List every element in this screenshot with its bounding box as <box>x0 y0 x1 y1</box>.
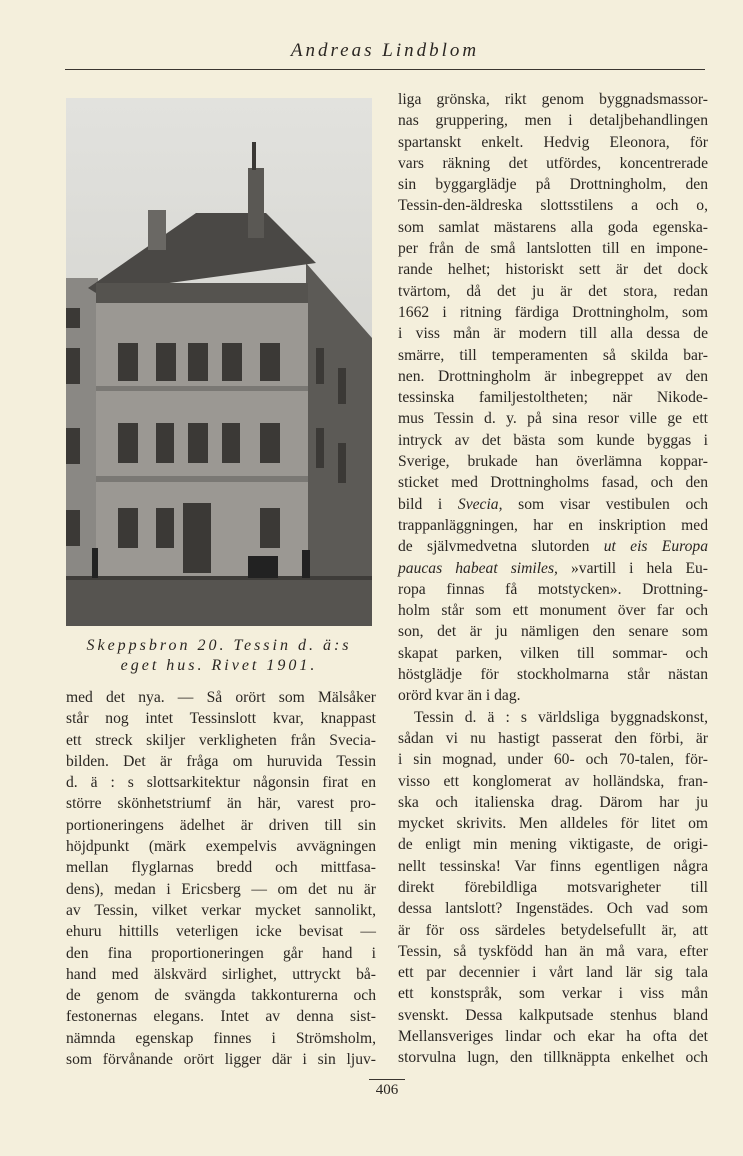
text-line <box>66 772 376 793</box>
text-segment: höstglädje för stockholmarna står nästan <box>398 666 708 684</box>
text-segment: bild i <box>398 495 458 513</box>
text-segment: som förvånande orört ligger där i sin ljuv- <box>66 1051 376 1069</box>
text-line <box>398 898 708 919</box>
text-segment: nämnda egenskap finnes i Strömsholm, <box>66 1029 376 1047</box>
text-segment: mus Tessin d. y. på sina resor ville ge ett <box>398 410 708 428</box>
text-segment: »vartill i hela Eu- <box>557 559 708 577</box>
text-segment: per från de små lantslotten till en impone- <box>398 240 708 258</box>
text-segment: sådan vi nu hastigt passerat den förbi, är <box>398 729 708 747</box>
text-line <box>398 941 708 962</box>
text-segment: svenskt. Dessa kalkputsade stenhus bland <box>398 1006 708 1024</box>
text-line <box>398 110 708 131</box>
text-segment: portioneringens ädelhet är driven till sin <box>66 816 376 834</box>
text-line <box>398 579 708 600</box>
text-line <box>398 856 708 877</box>
text-line <box>66 921 376 942</box>
text-segment: den fina proportioneringen går hand i <box>66 944 376 962</box>
italic-text: Svecia, <box>457 495 503 513</box>
text-line <box>398 494 708 515</box>
caption-line: eget hus. Rivet 1901. <box>120 657 318 674</box>
text-line <box>66 730 376 751</box>
text-line <box>66 1049 376 1070</box>
text-segment: nas gruppering, men i detaljbehandlingen <box>398 112 708 130</box>
text-line <box>398 834 708 855</box>
text-line <box>398 174 708 195</box>
text-line <box>398 749 708 770</box>
text-segment: står nog intet Tessinslott kvar, knappast <box>66 710 376 728</box>
text-line <box>398 558 708 579</box>
text-segment: trappanläggningen, har en inskription med <box>398 516 708 534</box>
text-line <box>398 408 708 429</box>
text-line <box>398 323 708 344</box>
text-segment: i sin mognad, under 60- och 70-talen, för- <box>398 751 708 769</box>
text-segment: orörd kvar än i dag. <box>398 687 521 705</box>
text-segment: Mellansveriges lindar och ekar ha ofta det <box>398 1028 708 1046</box>
text-segment: är för oss särdeles betydelsefullt är, att <box>398 921 708 939</box>
text-line <box>66 815 376 836</box>
text-segment: större skönhetstriumf än här, varest pro- <box>66 795 376 813</box>
text-line <box>66 900 376 921</box>
text-segment: Tessin, så tyskfödd han än må vara, efter <box>398 942 708 960</box>
right-text-column <box>398 89 708 1069</box>
text-segment: intryck av det bästa som kunde byggas i <box>398 431 708 449</box>
text-segment: i viss mån är modern till alla dessa de <box>398 325 708 343</box>
text-line <box>398 302 708 323</box>
text-line <box>398 1026 708 1047</box>
text-line <box>398 281 708 302</box>
text-line <box>398 238 708 259</box>
text-segment: höjdpunkt (märk exempelvis avvägningen <box>66 838 376 856</box>
text-segment: Tessin-den-äldreska slottsstilens a och o, <box>398 197 708 215</box>
text-segment: nellt tessinska! Var finns egentligen några <box>398 857 708 875</box>
text-line <box>398 792 708 813</box>
text-line <box>66 836 376 857</box>
text-segment: nen. Drottningholm är inbegreppet av den <box>398 367 708 385</box>
text-segment: sin byggarglädje på Drottningholm, den <box>398 176 708 194</box>
text-segment: Tessin d. ä : s världsliga byggnadskonst, <box>414 708 708 726</box>
text-line <box>66 751 376 772</box>
text-segment: visso ett konglomerat av holländska, fran- <box>398 772 708 790</box>
running-header: Andreas Lindblom <box>290 40 480 61</box>
text-line <box>398 430 708 451</box>
caption-line: Skeppsbron 20. Tessin d. ä:s <box>86 637 352 654</box>
text-segment: dens), medan i Ericsberg — om det nu är <box>66 880 376 898</box>
text-segment: d. ä : s slottsarkitektur någonsin firat en <box>66 774 376 792</box>
text-line <box>398 813 708 834</box>
text-line <box>398 600 708 621</box>
text-line <box>398 89 708 110</box>
page-number-rule <box>369 1079 405 1080</box>
text-line <box>398 771 708 792</box>
text-line <box>66 1006 376 1027</box>
text-segment: tvärtom, då det ju är det stora, redan <box>398 282 708 300</box>
text-segment: mycket skrivits. Men alldeles för litet om <box>398 815 708 833</box>
text-segment: hand med älskvärd sirlighet, uttryckt bå- <box>66 965 376 983</box>
text-segment: de enligt min mening viktigaste, de origi- <box>398 836 708 854</box>
text-segment: som visar vestibulen och <box>502 495 708 513</box>
text-line <box>398 621 708 642</box>
text-segment: rande helhet; historiskt sett är det dock <box>398 261 708 279</box>
text-line <box>398 1047 708 1068</box>
text-segment: de genom de svängda takkonturerna och <box>66 987 376 1005</box>
text-segment: Sverige, brukade han överlämna koppar- <box>398 453 708 471</box>
text-line <box>398 877 708 898</box>
text-line <box>66 687 376 708</box>
text-segment: spartanskt enkelt. Hedvig Eleonora, för <box>398 133 708 151</box>
text-line <box>398 685 708 706</box>
text-line <box>398 643 708 664</box>
building-photograph <box>66 98 372 626</box>
text-line <box>66 943 376 964</box>
text-segment: skapat parken, vilken till sommar- och <box>398 644 708 662</box>
text-line <box>66 985 376 1006</box>
text-line <box>398 195 708 216</box>
text-segment: tessinska familjestoltheten; när Nikode- <box>398 389 708 407</box>
header-rule <box>65 69 705 70</box>
text-line <box>66 793 376 814</box>
text-segment: vars räkning det utfördes, koncentrerade <box>398 154 708 172</box>
figure-caption <box>66 636 372 676</box>
text-line <box>398 707 708 728</box>
text-segment: mellan flyglarnas bredd och mittfasa- <box>66 859 376 877</box>
text-line <box>398 472 708 493</box>
text-line <box>398 664 708 685</box>
text-segment: ska och italienska drag. Därom har ju <box>398 793 708 811</box>
text-line <box>66 708 376 729</box>
text-segment: liga grönska, rikt genom byggnadsmassor- <box>398 91 708 108</box>
text-line <box>398 451 708 472</box>
text-line <box>66 964 376 985</box>
text-line <box>398 983 708 1004</box>
text-segment: smärre, till temperamenten så skilda bar- <box>398 346 708 364</box>
text-line <box>66 1028 376 1049</box>
text-line <box>398 345 708 366</box>
text-segment: 1662 i ritning färdiga Drottningholm, som <box>398 303 708 321</box>
text-segment: storvulna lugn, den tillknäppta enkelhet och <box>398 1049 708 1067</box>
text-line <box>66 857 376 878</box>
text-line <box>398 962 708 983</box>
text-line <box>398 728 708 749</box>
italic-text: paucas habeat similes, <box>398 559 558 577</box>
left-text-column <box>66 687 376 1070</box>
text-line <box>398 259 708 280</box>
text-segment: festonernas elegans. Intet av denna sist- <box>66 1008 376 1026</box>
text-segment: direkt förebildliga motsvarigheter till <box>398 878 708 896</box>
text-segment: ett par decennier i vårt land lär sig tala <box>398 964 708 982</box>
text-line <box>398 153 708 174</box>
text-segment: son, det är ju nämligen den senare som <box>398 623 708 641</box>
text-segment: med det nya. — Så orört som Mälsåker <box>66 689 376 706</box>
text-segment: de självmedvetna slutorden <box>398 538 604 556</box>
text-segment: bilden. Det är fråga om huruvida Tessin <box>66 752 376 770</box>
text-line <box>398 536 708 557</box>
italic-text: ut eis Europa <box>603 538 708 556</box>
building-illustration <box>66 98 372 626</box>
text-segment: ett konstspråk, som verkar i viss mån <box>398 985 708 1003</box>
text-line <box>398 1005 708 1026</box>
text-line <box>66 879 376 900</box>
page-number: 406 <box>375 1082 399 1098</box>
text-segment: ropa finnas få motstycken». Drottning- <box>398 580 708 598</box>
text-segment: holm står som ett monument över far och <box>398 602 708 620</box>
text-segment: ehuru hittills veterligen icke bevisat — <box>66 923 376 941</box>
text-line <box>398 515 708 536</box>
text-segment: som samlat mästarens alla goda egenska- <box>398 218 708 236</box>
text-segment: ett streck skiljer verkligheten från Svecia- <box>66 731 376 749</box>
text-segment: sticket med Drottningholms fasad, och den <box>398 474 708 492</box>
text-line <box>398 366 708 387</box>
text-segment: av Tessin, vilket verkar mycket sannolikt, <box>66 901 376 919</box>
text-line <box>398 217 708 238</box>
text-line <box>398 920 708 941</box>
text-segment: dessa lantslott? Ingenstädes. Och vad som <box>398 900 708 918</box>
text-line <box>398 387 708 408</box>
text-line <box>398 132 708 153</box>
